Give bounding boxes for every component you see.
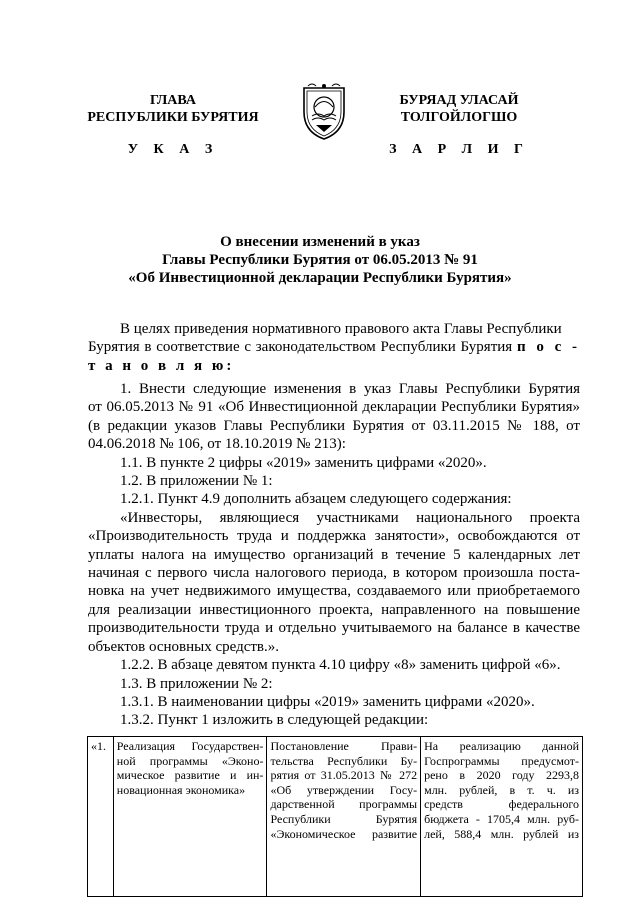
coat-of-arms-icon	[298, 82, 350, 142]
table-cell-program	[113, 737, 267, 897]
item-1-3-1: 1.3.1. В наименовании цифры «2019» заменить цифрами «2020».	[120, 693, 535, 710]
cell-line: мическое развитие и ин-	[116, 768, 264, 783]
item-1-2-2: 1.2.2. В абзаце девятом пункта 4.10 цифру «8» заменить цифрой «6».	[120, 657, 561, 674]
title-line2: Главы Республики Бурятия от 06.05.2013 № 91	[162, 252, 478, 268]
cell-line: тельства Республики Бу-	[270, 753, 418, 768]
preamble	[88, 320, 580, 375]
program-table	[87, 736, 583, 897]
table-cell-num: «1.	[88, 737, 114, 897]
cell-line: «Об утверждении Госу-	[270, 782, 418, 797]
header-right-line2: ТОЛГОЙЛОГШО	[400, 110, 518, 125]
preamble-line2-text: Бурятия в соответствие с законодательством Республики Бурятия	[88, 339, 513, 356]
preamble-line3	[88, 357, 580, 375]
header-doc-type-right: З А Р Л И Г	[389, 142, 529, 157]
item-1-2: 1.2. В приложении № 1:	[120, 473, 273, 490]
item-1-line1: 1. Внести следующие изменения в указ Главы Республики Бурятия	[120, 381, 580, 397]
item-1-line3: (в редакции указов Главы Республики Бурятия от 03.11.2015 № 188, от	[88, 417, 580, 434]
quote-line1: «Инвесторы, являющиеся участниками национального проекта	[120, 509, 580, 526]
quote-line5: новка на учет недвижимого имущества, создаваемого или приобретаемого	[88, 583, 580, 600]
cell-line: «Экономическое развитие	[270, 826, 418, 841]
header-left-line2: РЕСПУБЛИКИ БУРЯТИЯ	[87, 110, 259, 125]
preamble-decree-word-end: т а н о в л я ю:	[88, 357, 235, 374]
table-clip	[80, 730, 600, 905]
cell-line: Республики Бурятия	[270, 811, 418, 826]
cell-line: Госпрограммы предусмот-	[424, 753, 579, 768]
quote-line2: «Производительность труда и поддержка занятости», освобождаются от	[88, 528, 580, 545]
header-right-line1: БУРЯАД УЛАСАЙ	[399, 93, 519, 108]
cell-line: средств федерального	[424, 797, 579, 812]
cell-line: рено в 2020 году 2293,8	[424, 768, 579, 783]
cell-line: Постановление Прави-	[270, 739, 418, 753]
table-row	[88, 737, 583, 897]
title-line3: «Об Инвестиционной декларации Республики Бурятия»	[128, 270, 512, 286]
header-doc-type-left: У К А З	[127, 142, 219, 157]
preamble-decree-word-start: п о с -	[516, 339, 581, 356]
quote-line7: производительности труда и отдельно учитываемого на балансе в качестве	[88, 620, 580, 637]
quote-line8: объектов основных средств.».	[88, 638, 279, 655]
body-text	[88, 380, 580, 730]
cell-line: млн. рублей, в т. ч. из	[424, 782, 579, 797]
item-1-1: 1.1. В пункте 2 цифры «2019» заменить цифрами «2020».	[120, 454, 487, 471]
item-1-2-1: 1.2.1. Пункт 4.9 дополнить абзацем следующего содержания:	[120, 491, 512, 508]
cell-line: рятия от 31.05.2013 № 272	[270, 768, 418, 783]
item-1-3-2: 1.3.2. Пункт 1 изложить в следующей редакции:	[120, 712, 429, 729]
quote-line6: для реализации инвестиционного проекта, направленного на повышение	[88, 601, 580, 618]
header-left-line1: ГЛАВА	[150, 93, 196, 108]
table-cell-funding	[421, 737, 583, 897]
cell-line: На реализацию данной	[424, 739, 579, 753]
title-line1: О внесении изменений в указ	[220, 234, 420, 250]
cell-line: лей, 588,4 млн. рублей из	[424, 826, 579, 841]
table-cell-resolution	[267, 737, 421, 897]
preamble-line1: В целях приведения нормативного правового акта Главы Республики	[120, 321, 562, 337]
cell-line: Реализация Государствен-	[116, 739, 264, 753]
item-1-line4: 04.06.2018 № 106, от 18.10.2019 № 213):	[88, 436, 346, 453]
quote-line3: уплаты налога на имущество организаций в течение 5 календарных лет	[88, 546, 580, 563]
cell-line: бюджета - 1705,4 млн. руб-	[424, 811, 579, 826]
quote-line4: начиная с первого числа налогового периода, в котором произошла поста-	[88, 565, 580, 582]
preamble-line2	[88, 338, 580, 356]
cell-line: новационная экономика»	[116, 782, 246, 797]
item-1-3: 1.3. В приложении № 2:	[120, 675, 273, 692]
cell-line: ной программы «Эконо-	[116, 753, 264, 768]
cell-line: дарственной программы	[270, 797, 418, 812]
item-1-line2: от 06.05.2013 № 91 «Об Инвестиционной декларации Республики Бурятия»	[88, 399, 580, 416]
